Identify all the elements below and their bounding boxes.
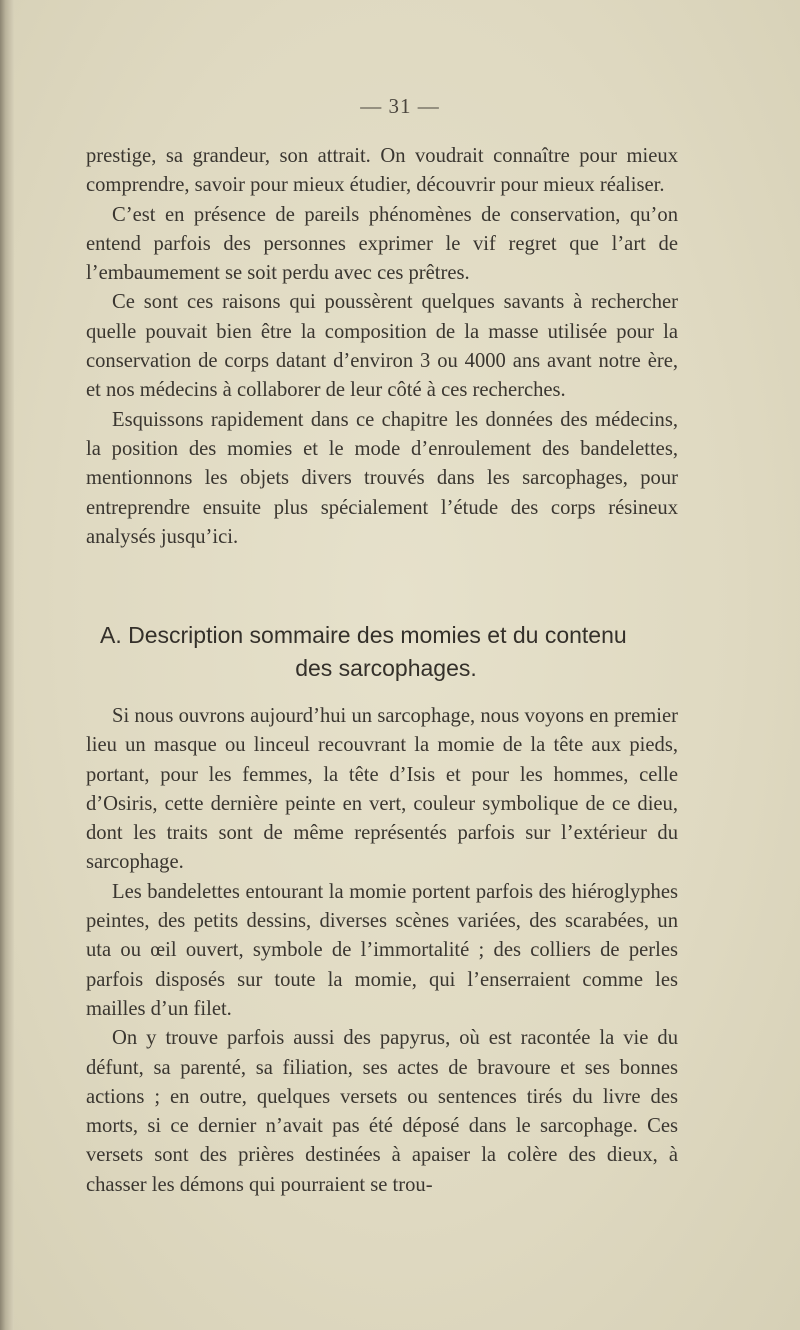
section-heading-line-1: A. Description sommaire des momies et du contenu: [100, 622, 627, 648]
section-heading-line-2: des sarcophages.: [295, 655, 477, 681]
page-number: — 31 —: [360, 94, 440, 118]
paragraph-esquissons: Esquissons rapidement dans ce chapitre les données des médecins, la position des momies et le mode d’enroulement des bandelettes, mentionnons les objets divers trouvés dans les sarcophages, pour entreprendre ensuite plus spécialement l’étude des corps résineux analysés jusqu’ici.: [86, 408, 678, 548]
paragraph-continued: prestige, sa grandeur, son attrait. On voudrait connaître pour mieux comprendre, savoir pour mieux étudier, découvrir pour mieux réaliser.: [86, 145, 678, 197]
page-spine-shadow: [0, 0, 14, 1330]
paragraph-embaumement: C’est en présence de pareils phénomènes de conservation, qu’on entend parfois des personnes exprimer le vif regret que l’art de l’embaumement se soit perdu avec ces prêtres.: [86, 203, 678, 285]
paragraph-sarcophage: Si nous ouvrons aujourd’hui un sarcophage, nous voyons en premier lieu un masque ou linceul recouvrant la momie de la tête aux pieds, portant, pour les femmes, la tête d’Isis et pour les hommes, celle d’Osiris, cette dernière peinte en vert, couleur symbolique de ce dieu, dont les traits sont de même représentés parfois sur l’extérieur du sarcophage.: [86, 705, 678, 874]
paragraph-bandelettes: Les bandelettes entourant la momie portent parfois des hiéroglyphes peintes, des petits dessins, diverses scènes variées, des scarabées, un uta ou œil ouvert, symbole de l’immortalité ; des colliers de perles parfois disposés sur toute la momie, qui l’enserraient comme les mailles d’un filet.: [86, 880, 678, 1020]
section-text-block: [86, 702, 678, 1200]
section-heading: [86, 619, 686, 685]
intro-text-block: [86, 142, 678, 552]
paragraph-recherches: Ce sont ces raisons qui poussèrent quelques savants à rechercher quelle pouvait bien être la composition de la masse utilisée pour la conservation de corps datant d’environ 3 ou 4000 ans avant notre ère, et nos médecins à collaborer de leur côté à ces recherches.: [86, 291, 678, 402]
paragraph-papyrus: On y trouve parfois aussi des papyrus, où est racontée la vie du défunt, sa parenté, sa filiation, ses actes de bravoure et ses bonnes actions ; en outre, quelques versets ou sentences tirés du livre des morts, si ce dernier n’avait pas été déposé dans le sarcophage. Ces versets sont des prières destinées à apaiser la colère des dieux, à chasser les démons qui pourraient se trou-: [86, 1027, 678, 1196]
